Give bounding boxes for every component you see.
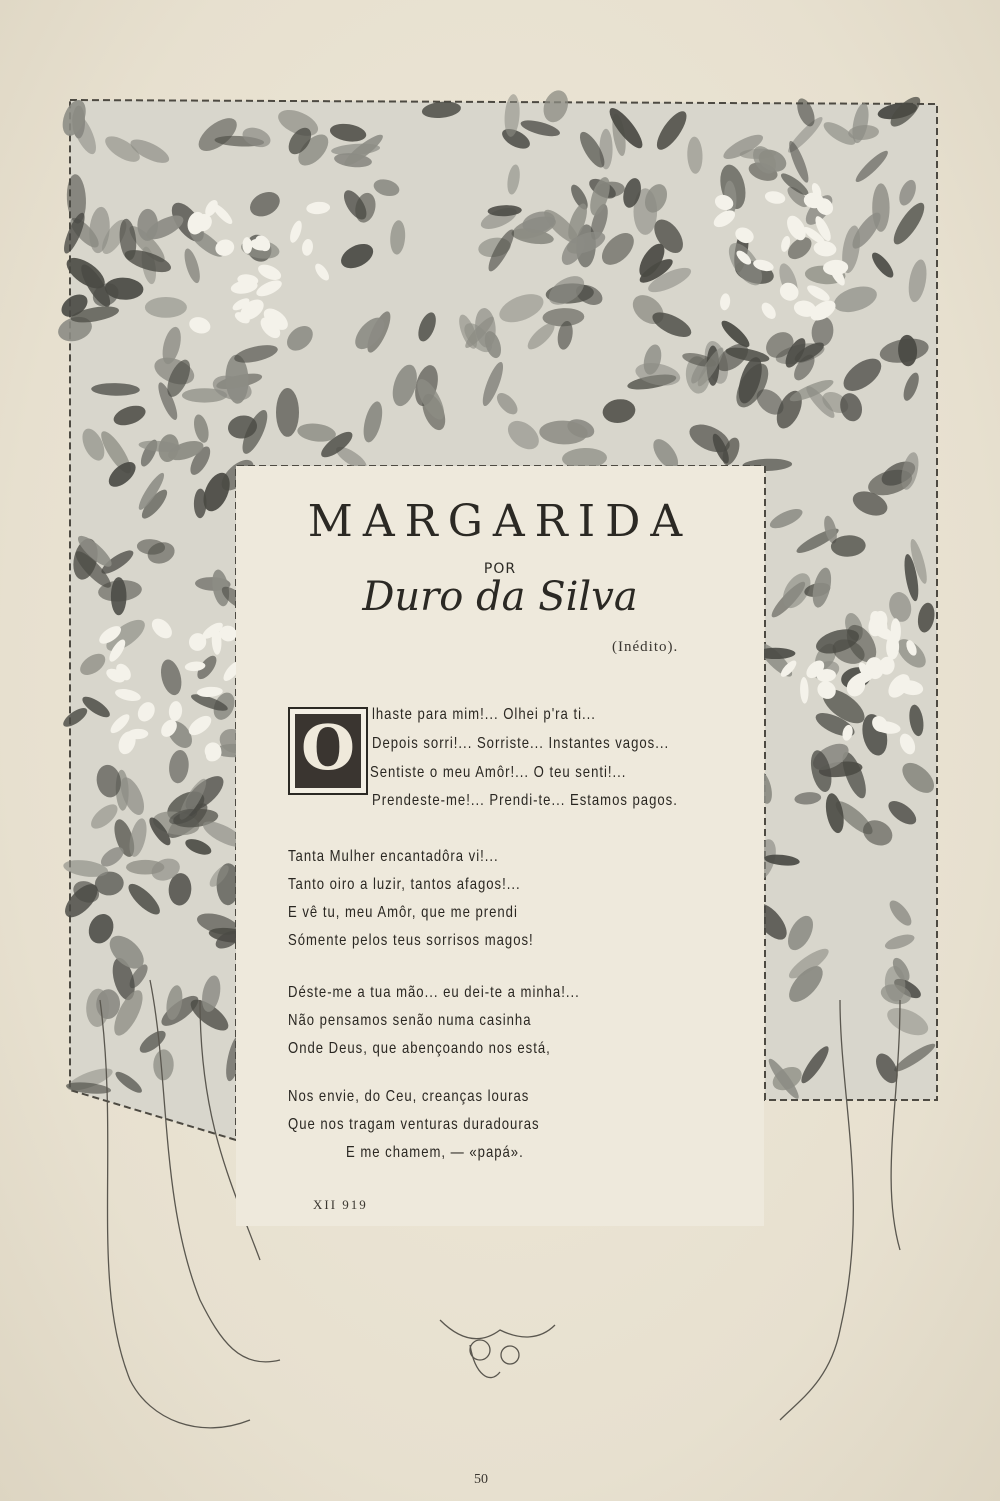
verse-line: Déste-me a tua mão... eu dei-te a minha!... bbox=[288, 984, 580, 1001]
verse-line: lhaste para mim!... Olhei p'ra ti... bbox=[372, 706, 596, 723]
verse-line: Tanta Mulher encantadôra vi!... bbox=[288, 848, 499, 865]
leaf bbox=[145, 297, 187, 318]
verse-line: E vê tu, meu Amôr, que me prendi bbox=[288, 904, 518, 921]
verse-line: Onde Deus, que abençoando nos está, bbox=[288, 1040, 551, 1057]
poem-date: XII 919 bbox=[313, 1197, 368, 1212]
author-signature: Duro da Silva bbox=[362, 574, 638, 620]
byline: POR bbox=[483, 561, 517, 577]
leaf bbox=[276, 388, 299, 437]
verse-line: Nos envie, do Ceu, creanças louras bbox=[288, 1088, 530, 1105]
leaf bbox=[126, 860, 164, 875]
leaf bbox=[111, 577, 127, 615]
verse-line: Que nos tragam venturas duradouras bbox=[288, 1116, 540, 1133]
verse-line: Sentiste o meu Amôr!... O teu senti!... bbox=[370, 764, 627, 781]
verse-line: Sómente pelos teus sorrisos magos! bbox=[288, 932, 534, 949]
verse-line: Depois sorri!... Sorriste... Instantes vagos... bbox=[372, 735, 670, 752]
verse-line: Não pensamos senão numa casinha bbox=[288, 1012, 532, 1029]
page-number: 50 bbox=[474, 1472, 488, 1487]
dropcap-letter: O bbox=[300, 711, 355, 784]
ornamental-dropcap bbox=[288, 707, 368, 795]
poem-title: MARGARIDA bbox=[307, 496, 693, 547]
verse-line: E me chamem, — «papá». bbox=[346, 1144, 524, 1161]
unpublished-note: (Inédito). bbox=[612, 639, 679, 655]
verse-line: Prendeste-me!... Prendi-te... Estamos pagos. bbox=[372, 792, 678, 809]
verse-line: Tanto oiro a luzir, tantos afagos!... bbox=[288, 876, 521, 893]
